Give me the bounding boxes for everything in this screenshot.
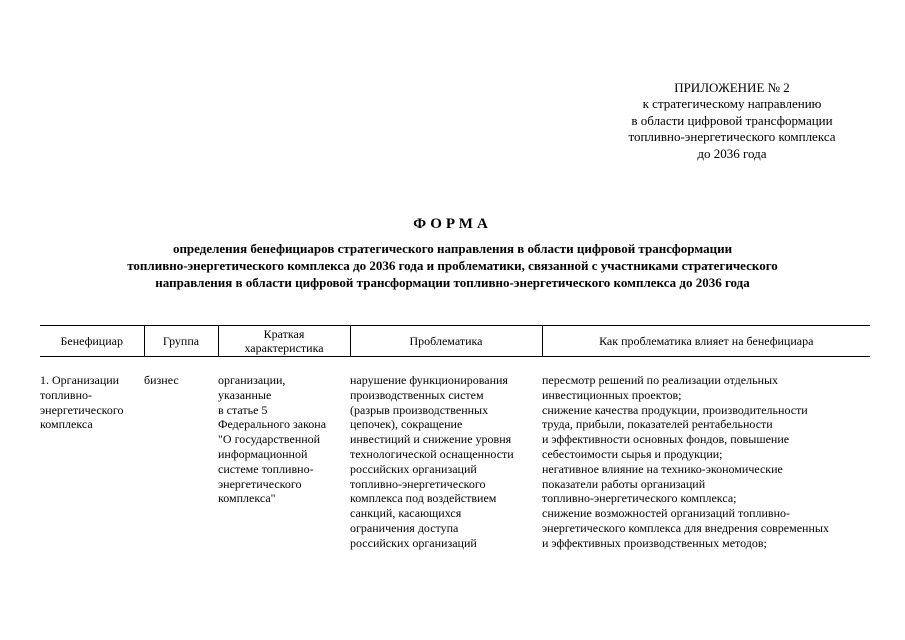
form-title: ФОРМА: [413, 216, 492, 232]
appendix-line: топливно-энергетического комплекса: [628, 129, 836, 145]
appendix-line: к стратегическому направлению: [642, 96, 822, 112]
beneficiary-table: [40, 325, 870, 551]
appendix-header: [600, 80, 864, 162]
header-beneficiary: Бенефициар: [40, 326, 144, 357]
subtitle-line: направления в области цифровой трансформации топливно-энергетического комплекса до 2036 года: [155, 275, 750, 290]
cell-group: бизнес: [144, 373, 179, 387]
cell-beneficiary: 1. Организации топливно- энергетического комплекса: [40, 373, 124, 432]
table-row: [40, 357, 870, 551]
header-characteristic: Краткая характеристика: [218, 326, 350, 357]
table-header-row: [40, 326, 870, 357]
header-impact: Как проблематика влияет на бенефициара: [542, 326, 870, 357]
appendix-line: до 2036 года: [697, 145, 767, 161]
subtitle-line: определения бенефициаров стратегического направления в области цифровой трансформации: [172, 241, 733, 256]
cell-problem: нарушение функционирования производственных систем (разрыв производственных цепочек), сокращение инвестиций и снижение уровня технологической оснащенности российских организаций топливно-энергетического комплекса под воздействием санкций, касающихся ограничения доступа российских организаций: [350, 373, 514, 550]
header-group: Группа: [144, 326, 218, 357]
header-problem: Проблематика: [350, 326, 542, 357]
cell-characteristic: организации, указанные в статье 5 Федерального закона "О государственной информационной системе топливно- энергетического комплекса": [218, 373, 327, 506]
appendix-line: ПРИЛОЖЕНИЕ № 2: [674, 80, 790, 95]
appendix-line: в области цифровой трансформации: [631, 112, 833, 128]
subtitle-line: топливно-энергетического комплекса до 2036 года и проблематики, связанной с участниками стратегического: [127, 258, 778, 273]
form-subtitle: [40, 240, 865, 291]
cell-impact: пересмотр решений по реализации отдельных инвестиционных проектов; снижение качества продукции, производительности труда, прибыли, показателей рентабельности и эффективности основных фондов, повышение себестоимости сырья и продукции; негативное влияние на технико-экономические показатели работы организаций топливно-энергетического комплекса; снижение возможностей организаций топливно- энергетического комплекса для внедрения современных и эффективных производственных методов;: [542, 373, 829, 550]
